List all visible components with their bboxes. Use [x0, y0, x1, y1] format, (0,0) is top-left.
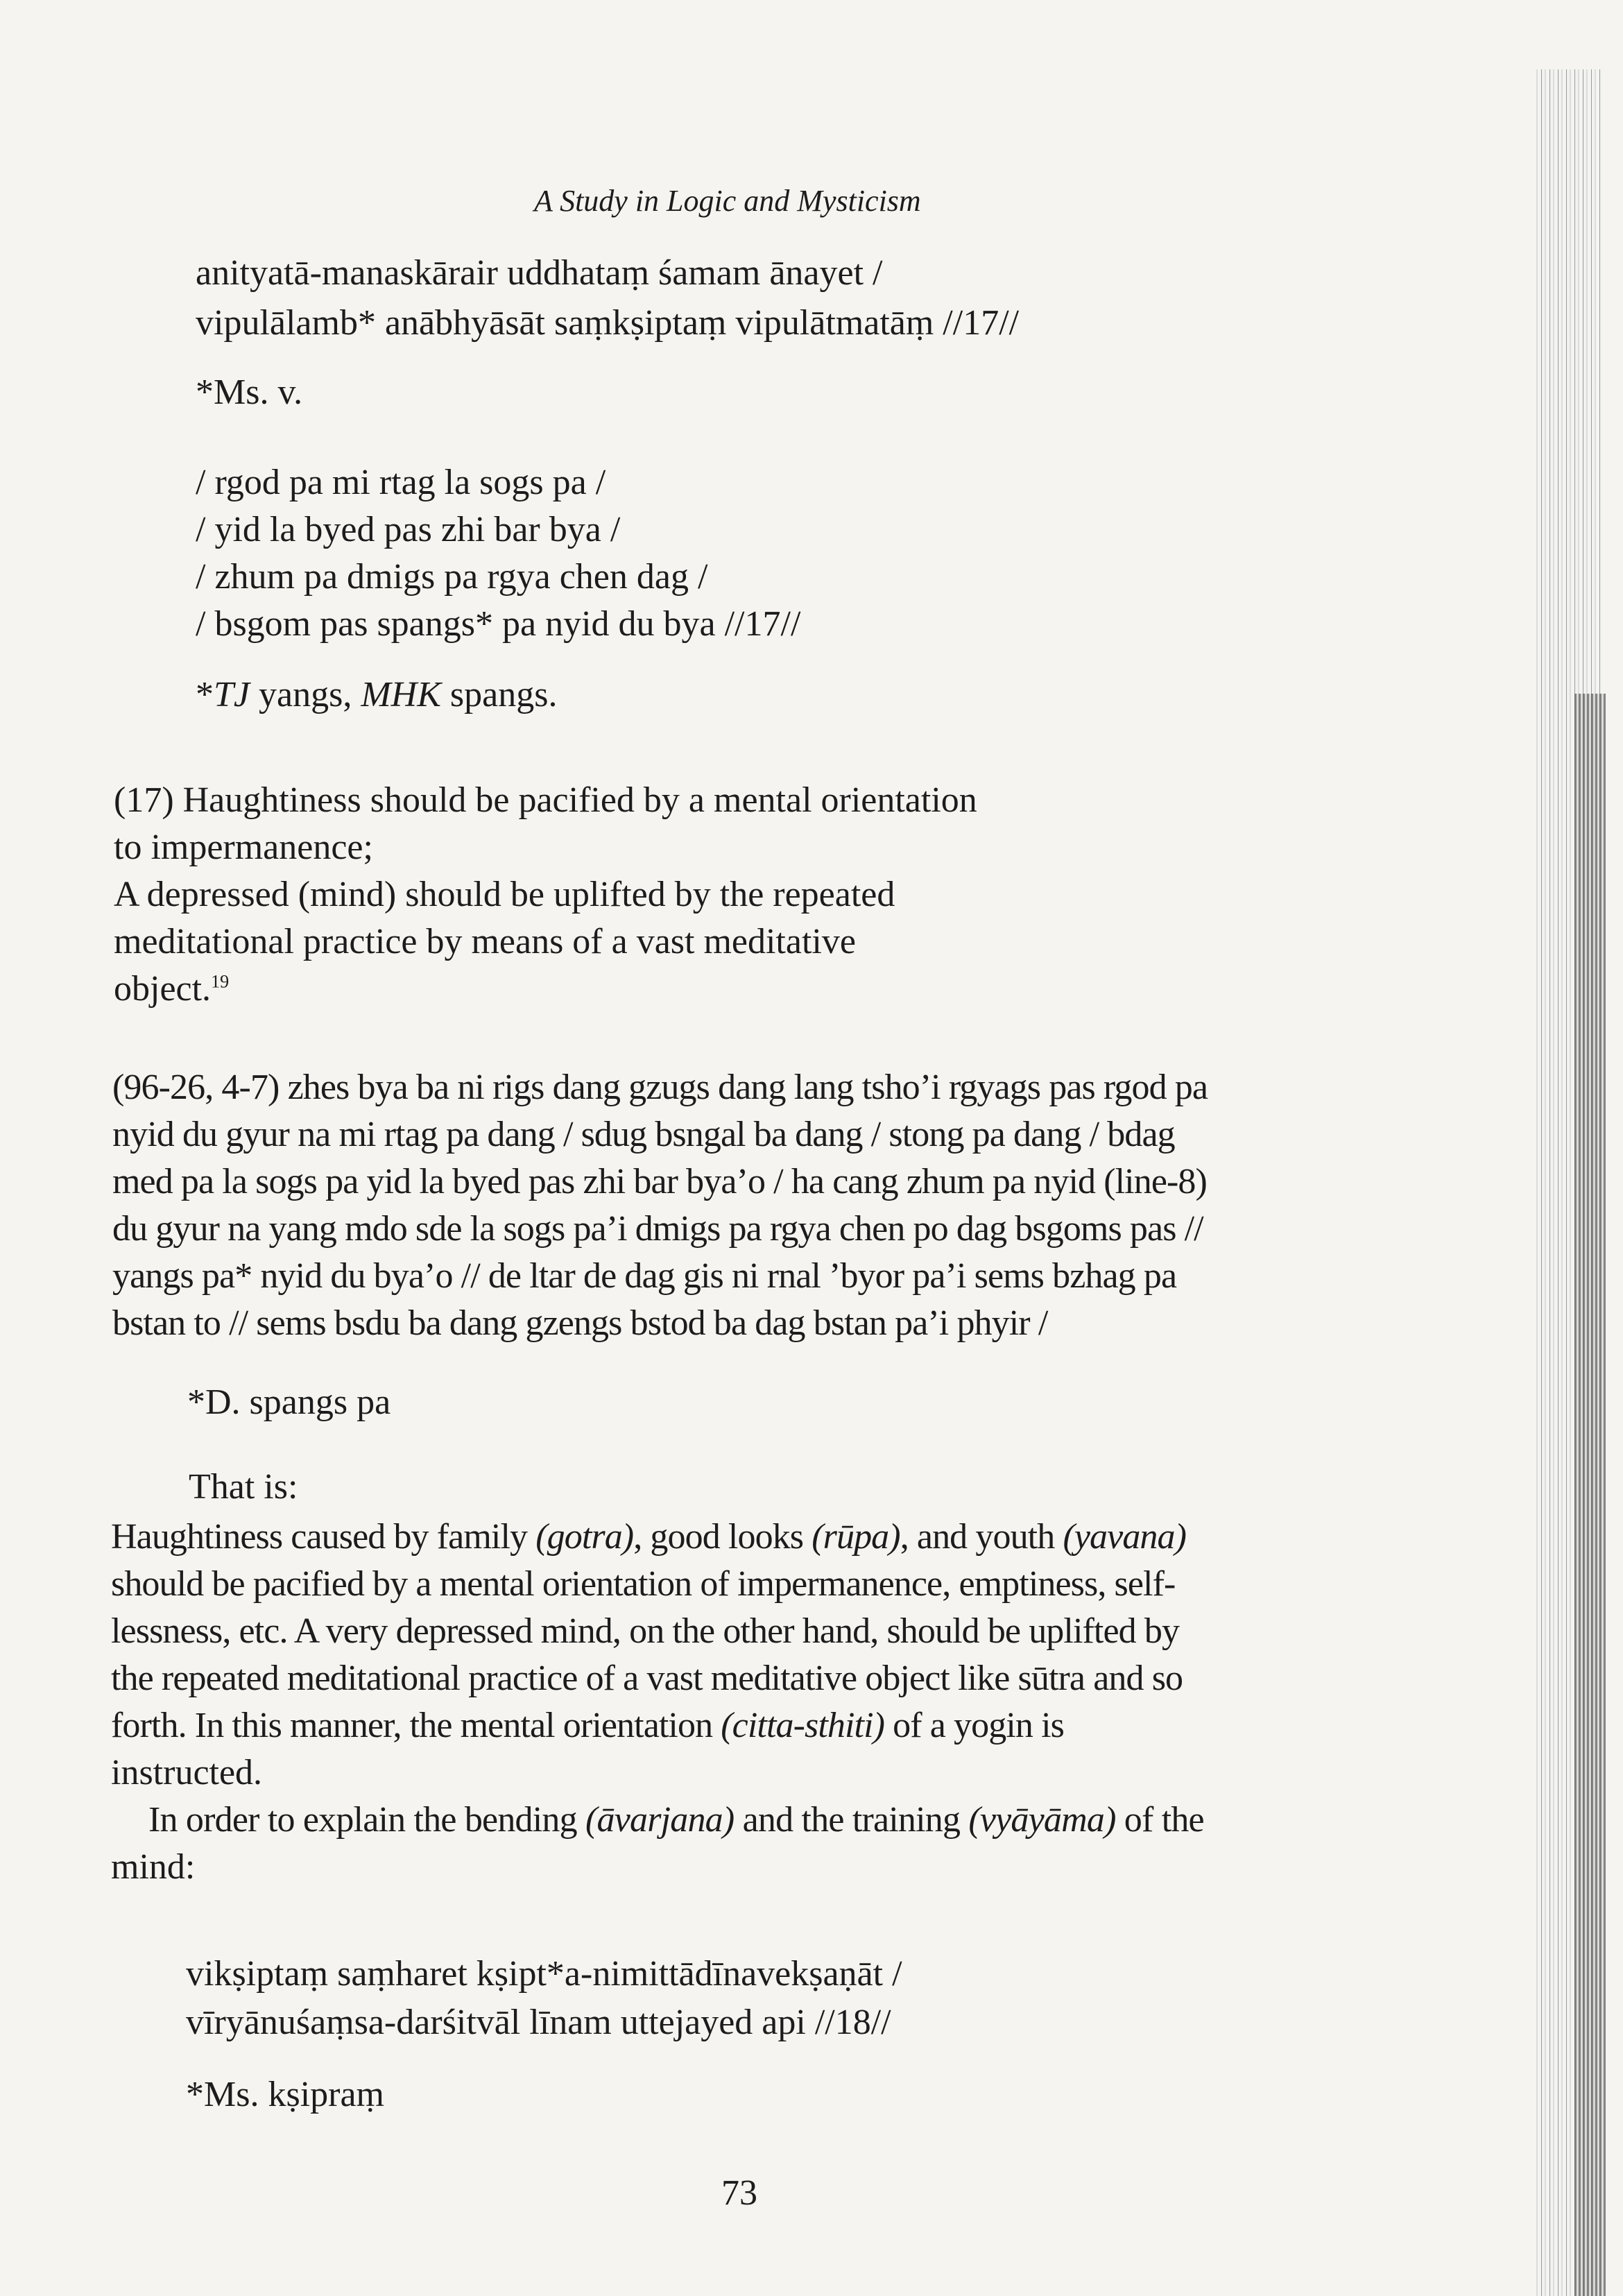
verse17-tibetan-line: / rgod pa mi rtag la sogs pa /	[196, 463, 606, 502]
explanation-line: instructed.	[111, 1753, 263, 1792]
running-head: A Study in Logic and Mysticism	[534, 184, 921, 218]
verse17-translation-line: (17) Haughtiness should be pacified by a mental orientation	[114, 780, 977, 820]
explanation-line: should be pacified by a mental orientation of impermanence, emptiness, self-	[111, 1564, 1176, 1604]
commentary-line: yangs pa* nyid du bya’o // de ltar de dag gis ni rnal ’byor pa’i sems bzhag pa	[112, 1256, 1177, 1296]
verse17-tibetan-line: / bsgom pas spangs* pa nyid du bya //17//	[196, 604, 801, 644]
commentary-line: (96-26, 4-7) zhes bya ba ni rigs dang gzugs dang lang tsho’i rgyags pas rgod pa	[112, 1068, 1208, 1107]
explanation-line: mind:	[111, 1847, 196, 1887]
verse17-sanskrit-line: anityatā-manaskārair uddhataṃ śamam ānayet /	[196, 253, 883, 293]
verse17-sanskrit-line: vipulālamb* anābhyāsāt saṃkṣiptaṃ vipulātmatāṃ //17//	[196, 303, 1020, 343]
verse17-translation-line: to impermanence;	[114, 828, 373, 867]
verse17-sanskrit-note: *Ms. v.	[196, 372, 303, 412]
page-number: 73	[721, 2173, 757, 2213]
verse18-sanskrit-line: vikṣiptaṃ saṃharet kṣipt*a-nimittādīnavekṣaṇāt /	[186, 1954, 902, 1994]
explanation-line: In order to explain the bending (āvarjana) and the training (vyāyāma) of the	[148, 1800, 1204, 1840]
verse17-tibetan-line: / zhum pa dmigs pa rgya chen dag /	[196, 557, 708, 597]
commentary-line: nyid du gyur na mi rtag pa dang / sdug bsngal ba dang / stong pa dang / bdag	[112, 1115, 1175, 1154]
explanation-line: the repeated meditational practice of a vast meditative object like sūtra and so	[111, 1659, 1183, 1698]
explanation-line: forth. In this manner, the mental orientation (citta-sthiti) of a yogin is	[111, 1706, 1064, 1745]
commentary-line: bstan to // sems bsdu ba dang gzengs bstod ba dag bstan pa’i phyir /	[112, 1303, 1048, 1343]
verse18-note: *Ms. kṣipraṃ	[186, 2075, 384, 2114]
verse17-translation-line: object.$^{19}$	[114, 969, 230, 1009]
commentary-note: *D. spangs pa	[187, 1382, 391, 1422]
commentary-line: med pa la sogs pa yid la byed pas zhi bar bya’o / ha cang zhum pa nyid (line-8)	[112, 1162, 1207, 1201]
verse18-sanskrit-line: vīryānuśaṃsa-darśitvāl līnam uttejayed api //18//	[186, 2003, 891, 2042]
explanation-line: Haughtiness caused by family (gotra), good looks (rūpa), and youth (yavana)	[111, 1517, 1187, 1557]
explanation-line: lessness, etc. A very depressed mind, on the other hand, should be uplifted by	[111, 1611, 1180, 1651]
verse17-translation-line: meditational practice by means of a vast meditative	[114, 922, 856, 961]
verse17-tibetan-line: / yid la byed pas zhi bar bya /	[196, 510, 621, 549]
footnote-ref: 19	[211, 971, 230, 992]
book-binding-shadow	[1574, 694, 1606, 2296]
explanation-intro: That is:	[189, 1467, 298, 1507]
verse17-tibetan-note: *TJ yangs, MHK spangs.	[196, 675, 558, 714]
verse17-translation-line: A depressed (mind) should be uplifted by the repeated	[114, 875, 895, 914]
commentary-line: du gyur na yang mdo sde la sogs pa’i dmigs pa rgya chen po dag bsgoms pas //	[112, 1209, 1203, 1249]
